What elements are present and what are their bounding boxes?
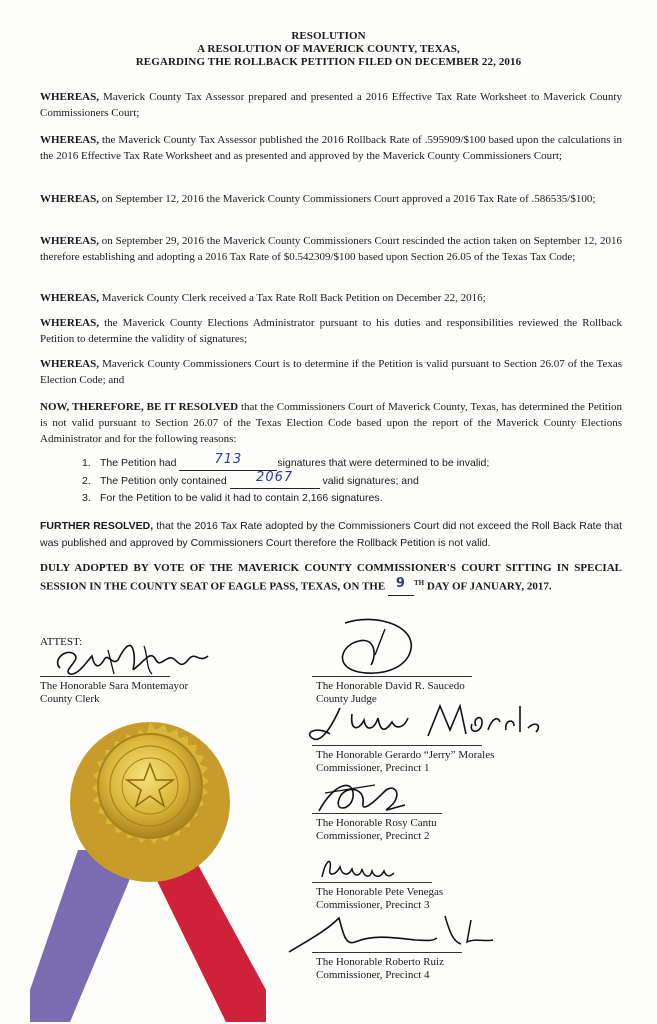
adoption-statement: DULY ADOPTED BY VOTE OF THE MAVERICK COUNTY COMMISSIONER'S COURT SITTING IN SPECIAL SESSION IN THE COUNTY SEAT OF EAGLE PASS, TEXAS, ON THE 9 $^{TH}$ DAY OF JANUARY, 2017. bbox=[40, 561, 622, 596]
morales-signature bbox=[300, 700, 550, 750]
adoption-day-handwritten: 9 bbox=[395, 575, 406, 591]
whereas-clause-5: WHEREAS, Maverick County Clerk received a Tax Rate Roll Back Petition on December 22, 2016; bbox=[40, 292, 486, 304]
morales-title: Commissioner, Precinct 1 bbox=[316, 762, 430, 774]
ruiz-signature bbox=[285, 912, 505, 962]
judge-signature-line bbox=[312, 676, 472, 677]
cantu-title: Commissioner, Precinct 2 bbox=[316, 830, 430, 842]
county-seal bbox=[30, 722, 270, 1022]
whereas-clause-2: WHEREAS, the Maverick County Tax Assessor published the 2016 Rollback Rate of .595909/$100 based upon the calculations in the 2016 Effective Tax Rate Worksheet and as presented and approved by the Maverick County Commissioners Court; bbox=[40, 134, 622, 162]
clerk-title: County Clerk bbox=[40, 693, 100, 705]
venegas-title: Commissioner, Precinct 3 bbox=[316, 899, 430, 911]
invalid-count-handwritten: 713 bbox=[214, 452, 243, 467]
ruiz-title: Commissioner, Precinct 4 bbox=[316, 969, 430, 981]
judge-name: The Honorable David R. Saucedo bbox=[316, 680, 465, 692]
ruiz-signature-line bbox=[312, 952, 462, 953]
invalid-count-field bbox=[179, 452, 277, 471]
venegas-signature bbox=[318, 855, 398, 885]
resolution-title: A RESOLUTION OF MAVERICK COUNTY, TEXAS, bbox=[197, 43, 460, 55]
whereas-clause-4: WHEREAS, on September 29, 2016 the Maverick County Commissioners Court rescinded the action taken on September 12, 2016 therefore establishing and adopting a 2016 Tax Rate of $0.542309/$100 based upon Section 26.05 of the Texas Tax Code; bbox=[40, 235, 622, 263]
venegas-name: The Honorable Pete Venegas bbox=[316, 886, 444, 898]
clerk-signature bbox=[48, 630, 218, 680]
cantu-name: The Honorable Rosy Cantu bbox=[316, 817, 437, 829]
morales-name: The Honorable Gerardo “Jerry” Morales bbox=[316, 749, 495, 761]
judge-signature bbox=[315, 615, 425, 685]
reason-1: 1. The Petition had 713 signatures that were determined to be invalid; bbox=[82, 452, 490, 469]
attest-label: ATTEST: bbox=[40, 636, 83, 648]
whereas-clause-6: WHEREAS, the Maverick County Elections Administrator pursuant to his duties and responsibilities reviewed the Rollback Petition to determine the validity of signatures; bbox=[40, 317, 622, 345]
reason-2: 2. The Petition only contained 2067 valid signatures; and bbox=[82, 470, 419, 487]
judge-title: County Judge bbox=[316, 693, 377, 705]
resolved-clause: NOW, THEREFORE, BE IT RESOLVED that the Commissioners Court of Maverick County, Texas, has determined the Petition is not valid pursuant to Section 26.07 of the Texas Election Code based upon the report of the Maverick County Elections Administrator and for the following reasons: bbox=[40, 401, 622, 445]
resolution-subtitle: REGARDING THE ROLLBACK PETITION FILED ON DECEMBER 22, 2016 bbox=[135, 56, 522, 68]
venegas-signature-line bbox=[312, 882, 432, 883]
reason-3: 3. For the Petition to be valid it had to contain 2,166 signatures. bbox=[82, 492, 383, 504]
resolution-heading: RESOLUTION bbox=[291, 30, 366, 42]
whereas-clause-1: WHEREAS, Maverick County Tax Assessor prepared and presented a 2016 Effective Tax Rate Worksheet to Maverick County Commissioners Court; bbox=[40, 91, 622, 119]
valid-count-handwritten: 2067 bbox=[256, 470, 294, 485]
further-resolved-clause: FURTHER RESOLVED, that the 2016 Tax Rate adopted by the Commissioners Court did not exceed the Roll Back Rate that was published and approved by Commissioners Court therefore the Rollback Petition is not valid. bbox=[40, 520, 622, 549]
valid-count-field bbox=[230, 470, 320, 489]
whereas-clause-3: WHEREAS, on September 12, 2016 the Maverick County Commissioners Court approved a 2016 Tax Rate of .586535/$100; bbox=[40, 193, 596, 205]
clerk-signature-line bbox=[40, 676, 170, 677]
seal-medallion bbox=[70, 722, 230, 882]
ruiz-name: The Honorable Roberto Ruiz bbox=[316, 956, 444, 968]
morales-signature-line bbox=[312, 745, 482, 746]
clerk-name: The Honorable Sara Montemayor bbox=[40, 680, 189, 692]
cantu-signature-line bbox=[312, 813, 442, 814]
whereas-clause-7: WHEREAS, Maverick County Commissioners Court is to determine if the Petition is valid pursuant to Section 26.07 of the Texas Election Code; and bbox=[40, 358, 622, 386]
